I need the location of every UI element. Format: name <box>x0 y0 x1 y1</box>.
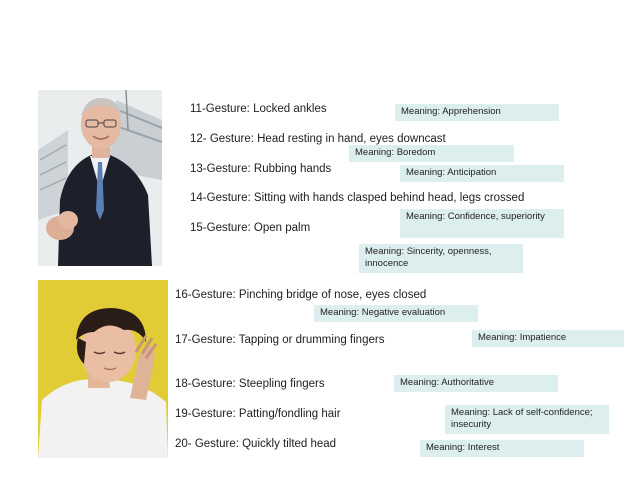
photo-man-rubbing-hands <box>38 90 162 266</box>
boy-illustration <box>38 280 168 458</box>
photo-boy-head-in-hand <box>38 280 168 458</box>
gesture-20: 20- Gesture: Quickly tilted head <box>175 438 337 450</box>
meaning-14: Meaning: Confidence, superiority <box>400 209 564 238</box>
meaning-20: Meaning: Interest <box>420 440 584 457</box>
gesture-12: 12- Gesture: Head resting in hand, eyes downcast <box>190 133 446 145</box>
man-illustration <box>38 90 162 266</box>
meaning-19: Meaning: Lack of self-confidence; insecurity <box>445 405 609 434</box>
gesture-13: 13-Gesture: Rubbing hands <box>190 163 332 175</box>
meaning-18: Meaning: Authoritative <box>394 375 558 392</box>
gesture-11: 11-Gesture: Locked ankles <box>190 103 327 115</box>
gesture-16: 16-Gesture: Pinching bridge of nose, eyes closed <box>175 289 427 301</box>
gesture-17: 17-Gesture: Tapping or drumming fingers <box>175 334 385 346</box>
meaning-16: Meaning: Negative evaluation <box>314 305 478 322</box>
gesture-14: 14-Gesture: Sitting with hands clasped behind head, legs crossed <box>190 192 525 204</box>
gesture-18: 18-Gesture: Steepling fingers <box>175 378 325 390</box>
gesture-19: 19-Gesture: Patting/fondling hair <box>175 408 341 420</box>
meaning-13: Meaning: Anticipation <box>400 165 564 182</box>
meaning-12: Meaning: Boredom <box>349 145 514 162</box>
meaning-15: Meaning: Sincerity, openness, innocence <box>359 244 523 273</box>
gesture-15: 15-Gesture: Open palm <box>190 222 311 234</box>
meaning-11: Meaning: Apprehension <box>395 104 559 121</box>
meaning-17: Meaning: Impatience <box>472 330 624 347</box>
